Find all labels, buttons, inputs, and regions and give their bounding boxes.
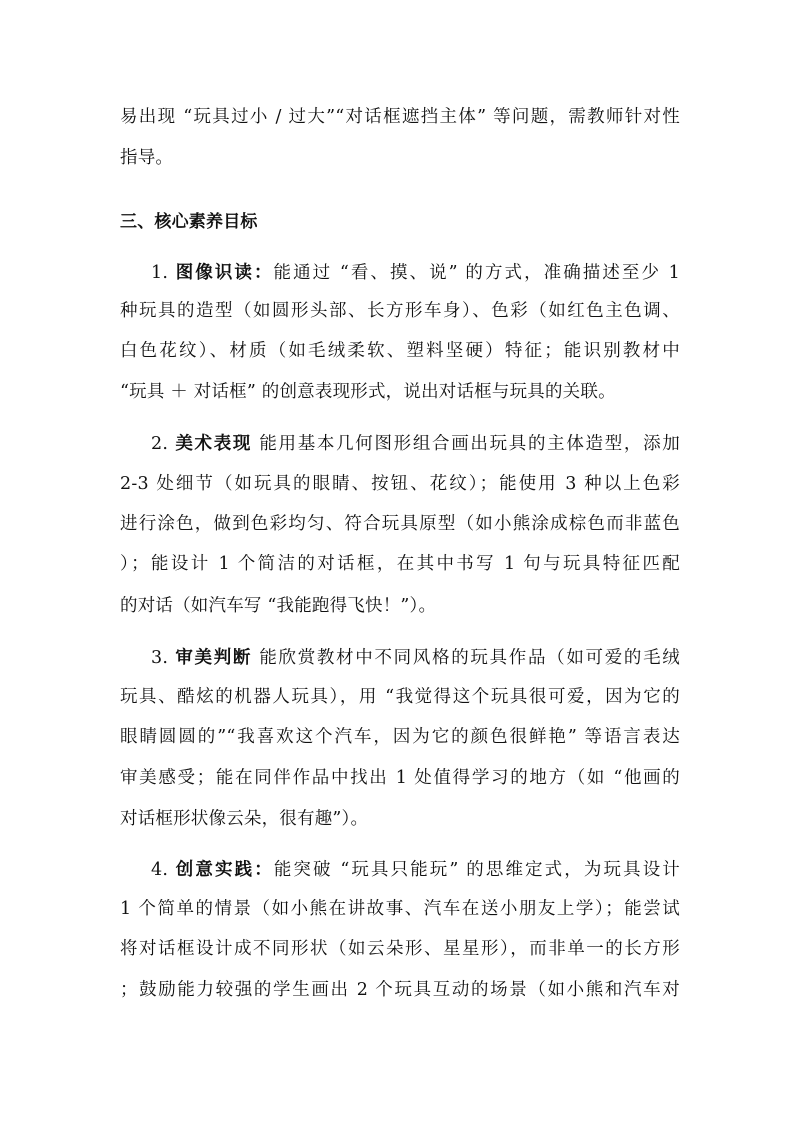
goal-4-line: ；鼓励能力较强的学生画出 2 个玩具互动的场景（如小熊和汽车对	[120, 980, 680, 1000]
intro-paragraph-line: 易出现 “玩具过小 / 过大”“对话框遮挡主体” 等问题，需教师针对性	[120, 107, 680, 127]
goal-3-line: 眼睛圆圆的”“我喜欢这个汽车，因为它的颜色很鲜艳” 等语言表达	[120, 727, 680, 747]
goal-text: 能用基本几何图形组合画出玩具的主体造型，添加	[259, 434, 680, 454]
goal-number: 2.	[151, 434, 169, 454]
goal-2-line: 的对话（如汽车写 “我能跑得飞快！”）。	[120, 596, 437, 616]
goal-text: 能突破 “玩具只能玩” 的思维定式，为玩具设计	[273, 860, 681, 880]
section-heading: 三、核心素养目标	[120, 212, 258, 232]
goal-number: 1.	[151, 263, 169, 283]
goal-4-line: 将对话框设计成不同形状（如云朵形、星星形），而非单一的长方形	[120, 939, 680, 959]
goal-1-line: 种玩具的造型（如圆形头部、长方形车身）、色彩（如红色主色调、	[120, 301, 680, 321]
goal-1-line: 白色花纹）、材质（如毛绒柔软、塑料坚硬）特征；能识别教材中	[120, 341, 680, 361]
goal-1-first-line	[151, 262, 680, 284]
goal-3-first-line	[151, 647, 680, 669]
goal-3-line: 对话框形状像云朵，很有趣”）。	[120, 809, 369, 829]
goal-1-line: “玩具 ＋ 对话框” 的创意表现形式，说出对话框与玩具的关联。	[120, 382, 616, 402]
goal-2-line: 进行涂色，做到色彩均匀、符合玩具原型（如小熊涂成棕色而非蓝色	[120, 514, 680, 534]
goal-3-line: 玩具、酷炫的机器人玩具），用 “我觉得这个玩具很可爱，因为它的	[120, 687, 680, 707]
intro-paragraph-line: 指导。	[120, 148, 174, 168]
goal-4-first-line	[151, 859, 680, 881]
goal-label: 图像识读：	[175, 263, 274, 283]
goal-label: 审美判断	[175, 648, 253, 668]
goal-number: 4.	[151, 860, 169, 880]
goal-2-line: ）；能设计 1 个简洁的对话框，在其中书写 1 句与玩具特征匹配	[120, 554, 680, 574]
goal-2-first-line	[151, 433, 680, 455]
goal-4-line: 1 个简单的情景（如小熊在讲故事、汽车在送小朋友上学）；能尝试	[120, 899, 680, 919]
goal-label: 创意实践：	[175, 860, 274, 880]
goal-2-line: 2-3 处细节（如玩具的眼睛、按钮、花纹）；能使用 3 种以上色彩	[120, 474, 680, 494]
goal-text: 能通过 “看、摸、说” 的方式，准确描述至少 1	[273, 263, 681, 283]
goal-text: 能欣赏教材中不同风格的玩具作品（如可爱的毛绒	[259, 648, 680, 668]
goal-label: 美术表现	[175, 434, 253, 454]
goal-3-line: 审美感受；能在同伴作品中找出 1 处值得学习的地方（如 “他画的	[120, 768, 680, 788]
goal-number: 3.	[151, 648, 169, 668]
